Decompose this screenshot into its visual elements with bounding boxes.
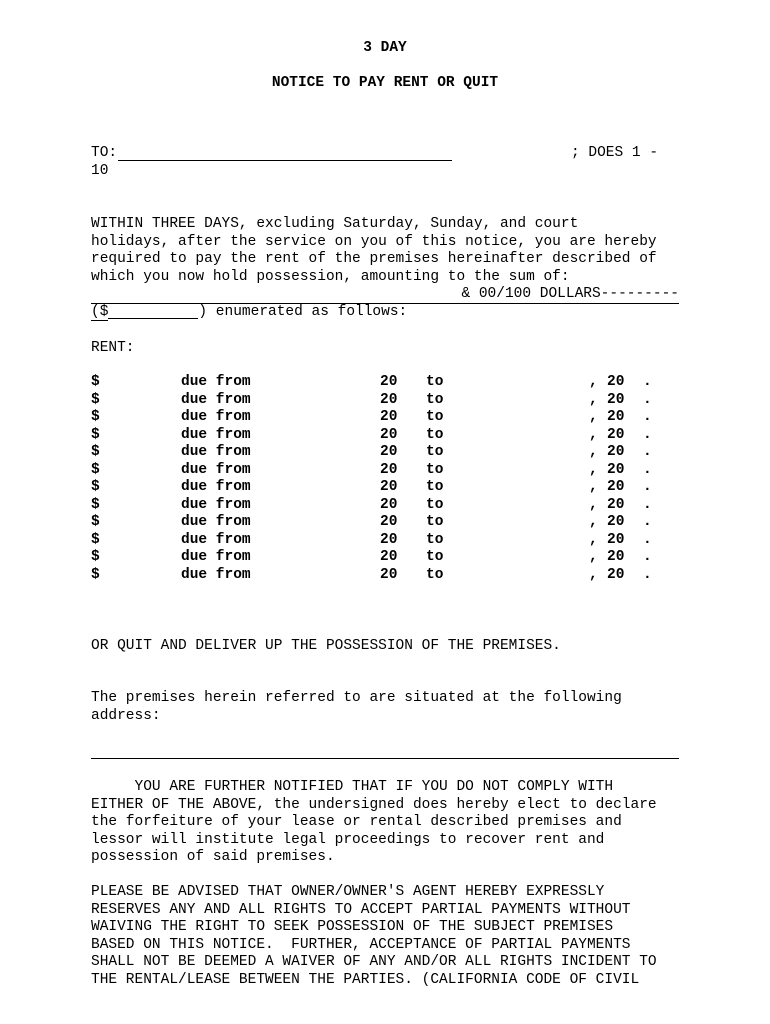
rent-to: to bbox=[426, 479, 444, 495]
rent-comma: , bbox=[589, 566, 598, 583]
rent-year-start: 20 bbox=[380, 391, 398, 408]
rent-to: to bbox=[426, 514, 444, 530]
rent-year-end: 20 bbox=[607, 479, 625, 495]
rent-year-end: 20 bbox=[607, 426, 625, 443]
rent-row bbox=[91, 409, 681, 427]
rent-row bbox=[91, 514, 681, 532]
rent-dollar-sign: $ bbox=[91, 496, 100, 513]
rent-table bbox=[91, 374, 681, 584]
rent-period: . bbox=[643, 426, 652, 443]
rent-year-start: 20 bbox=[380, 409, 398, 425]
rent-period: . bbox=[643, 374, 652, 390]
rent-year-start: 20 bbox=[380, 479, 398, 495]
rent-comma: , bbox=[589, 426, 598, 443]
rent-year-start: 20 bbox=[380, 566, 398, 583]
rent-due-from: due from bbox=[181, 426, 251, 443]
rent-to: to bbox=[426, 549, 444, 565]
rent-to: to bbox=[426, 461, 444, 478]
rent-year-end: 20 bbox=[607, 514, 625, 530]
rent-year-start: 20 bbox=[380, 531, 398, 548]
rent-dollar-sign: $ bbox=[91, 391, 100, 408]
rent-period: . bbox=[643, 461, 652, 478]
rent-row bbox=[91, 497, 681, 515]
rent-comma: , bbox=[589, 531, 598, 548]
rent-dollar-sign: $ bbox=[91, 426, 100, 443]
rent-row bbox=[91, 392, 681, 410]
rent-due-from: due from bbox=[181, 549, 251, 565]
rent-dollar-sign: $ bbox=[91, 566, 100, 583]
partial-payments-paragraph: PLEASE BE ADVISED THAT OWNER/OWNER'S AGENT HEREBY EXPRESSLY RESERVES ANY AND ALL RIGHTS TO ACCEPT PARTIAL PAYMENTS WITHOUT WAIVING THE RIGHT TO SEEK POSSESSION OF THE SUBJECT PREMISES BASED ON THIS NOTICE. FURTHER, ACCEPTANCE OF PARTIAL PAYMENTS SHALL NOT BE DEEMED A WAIVER OF ANY AND/OR ALL RIGHTS INCIDENT TO THE RENTAL/LEASE BETWEEN THE PARTIES. (CALIFORNIA CODE OF CIVIL bbox=[91, 884, 657, 988]
rent-period: . bbox=[643, 531, 652, 548]
amount-line bbox=[91, 304, 407, 322]
rent-period: . bbox=[643, 496, 652, 513]
rent-year-start: 20 bbox=[380, 461, 398, 478]
rent-due-from: due from bbox=[181, 461, 251, 478]
rent-to: to bbox=[426, 426, 444, 443]
rent-due-from: due from bbox=[181, 409, 251, 425]
rent-year-end: 20 bbox=[607, 374, 625, 390]
rent-comma: , bbox=[589, 514, 598, 530]
rent-period: . bbox=[643, 479, 652, 495]
rent-comma: , bbox=[589, 391, 598, 408]
recipient-name-blank[interactable] bbox=[118, 145, 452, 161]
rent-period: . bbox=[643, 566, 652, 583]
rent-dollar-sign: $ bbox=[91, 409, 100, 425]
rent-row bbox=[91, 549, 681, 567]
enumerated-text: ) enumerated as follows: bbox=[198, 304, 408, 320]
rent-year-end: 20 bbox=[607, 496, 625, 513]
rent-row bbox=[91, 427, 681, 445]
rent-comma: , bbox=[589, 444, 598, 460]
rent-due-from: due from bbox=[181, 566, 251, 583]
rent-row bbox=[91, 462, 681, 480]
demand-paragraph: WITHIN THREE DAYS, excluding Saturday, Sunday, and court holidays, after the service on you of this notice, you are hereby required to pay the rent of the premises hereinafter described of which you now hold possession, amounting to the sum of: bbox=[91, 216, 657, 285]
address-blank[interactable] bbox=[91, 758, 679, 759]
does-label: ; DOES 1 - bbox=[571, 145, 659, 161]
rent-label: RENT: bbox=[91, 340, 135, 356]
does-number: 10 bbox=[91, 163, 109, 179]
rent-comma: , bbox=[589, 496, 598, 513]
rent-due-from: due from bbox=[181, 374, 251, 390]
rent-to: to bbox=[426, 496, 444, 513]
amount-prefix: ($ bbox=[91, 304, 109, 320]
dollars-text: & 00/100 DOLLARS--------- bbox=[461, 286, 679, 302]
rent-year-start: 20 bbox=[380, 549, 398, 565]
rent-dollar-sign: $ bbox=[91, 374, 100, 390]
rent-row bbox=[91, 479, 681, 497]
rent-row bbox=[91, 532, 681, 550]
rent-row bbox=[91, 374, 681, 392]
rent-year-start: 20 bbox=[380, 496, 398, 513]
rent-dollar-sign: $ bbox=[91, 549, 100, 565]
rent-to: to bbox=[426, 391, 444, 408]
rent-year-start: 20 bbox=[380, 374, 398, 390]
amount-blank[interactable] bbox=[108, 304, 198, 319]
rent-comma: , bbox=[589, 374, 598, 390]
rent-comma: , bbox=[589, 479, 598, 495]
quit-text: OR QUIT AND DELIVER UP THE POSSESSION OF THE PREMISES. bbox=[91, 638, 561, 654]
rent-year-end: 20 bbox=[607, 531, 625, 548]
rent-row bbox=[91, 444, 681, 462]
forfeiture-paragraph: YOU ARE FURTHER NOTIFIED THAT IF YOU DO NOT COMPLY WITH EITHER OF THE ABOVE, the undersigned does hereby elect to declare the forfeiture of your lease or rental described premises and lessor will institute legal proceedings to recover rent and possession of said premises. bbox=[91, 779, 657, 865]
rent-dollar-sign: $ bbox=[91, 479, 100, 495]
rent-due-from: due from bbox=[181, 444, 251, 460]
rent-due-from: due from bbox=[181, 479, 251, 495]
rent-year-start: 20 bbox=[380, 444, 398, 460]
rent-to: to bbox=[426, 531, 444, 548]
rent-to: to bbox=[426, 444, 444, 460]
rent-period: . bbox=[643, 549, 652, 565]
rent-year-end: 20 bbox=[607, 566, 625, 583]
amount-words-line[interactable] bbox=[91, 286, 679, 304]
rent-period: . bbox=[643, 409, 652, 425]
rent-due-from: due from bbox=[181, 496, 251, 513]
rent-comma: , bbox=[589, 549, 598, 565]
rent-due-from: due from bbox=[181, 531, 251, 548]
rent-year-start: 20 bbox=[380, 426, 398, 443]
rent-year-end: 20 bbox=[607, 391, 625, 408]
rent-row bbox=[91, 567, 681, 585]
rent-year-end: 20 bbox=[607, 549, 625, 565]
rent-comma: , bbox=[589, 409, 598, 425]
rent-comma: , bbox=[589, 461, 598, 478]
rent-due-from: due from bbox=[181, 391, 251, 408]
rent-year-start: 20 bbox=[380, 514, 398, 530]
rent-due-from: due from bbox=[181, 514, 251, 530]
rent-period: . bbox=[643, 391, 652, 408]
notice-document bbox=[91, 0, 679, 1024]
rent-year-end: 20 bbox=[607, 409, 625, 425]
premises-text: The premises herein referred to are situated at the following address: bbox=[91, 690, 622, 724]
notice-title: NOTICE TO PAY RENT OR QUIT bbox=[271, 75, 499, 91]
rent-period: . bbox=[643, 514, 652, 530]
rent-to: to bbox=[426, 409, 444, 425]
rent-dollar-sign: $ bbox=[91, 444, 100, 460]
rent-to: to bbox=[426, 566, 444, 583]
rent-dollar-sign: $ bbox=[91, 461, 100, 478]
rent-to: to bbox=[426, 374, 444, 390]
rent-dollar-sign: $ bbox=[91, 514, 100, 530]
rent-period: . bbox=[643, 444, 652, 460]
rent-year-end: 20 bbox=[607, 461, 625, 478]
rent-year-end: 20 bbox=[607, 444, 625, 460]
notice-title-days: 3 DAY bbox=[363, 40, 407, 56]
to-label: TO: bbox=[91, 145, 118, 161]
rent-dollar-sign: $ bbox=[91, 531, 100, 548]
